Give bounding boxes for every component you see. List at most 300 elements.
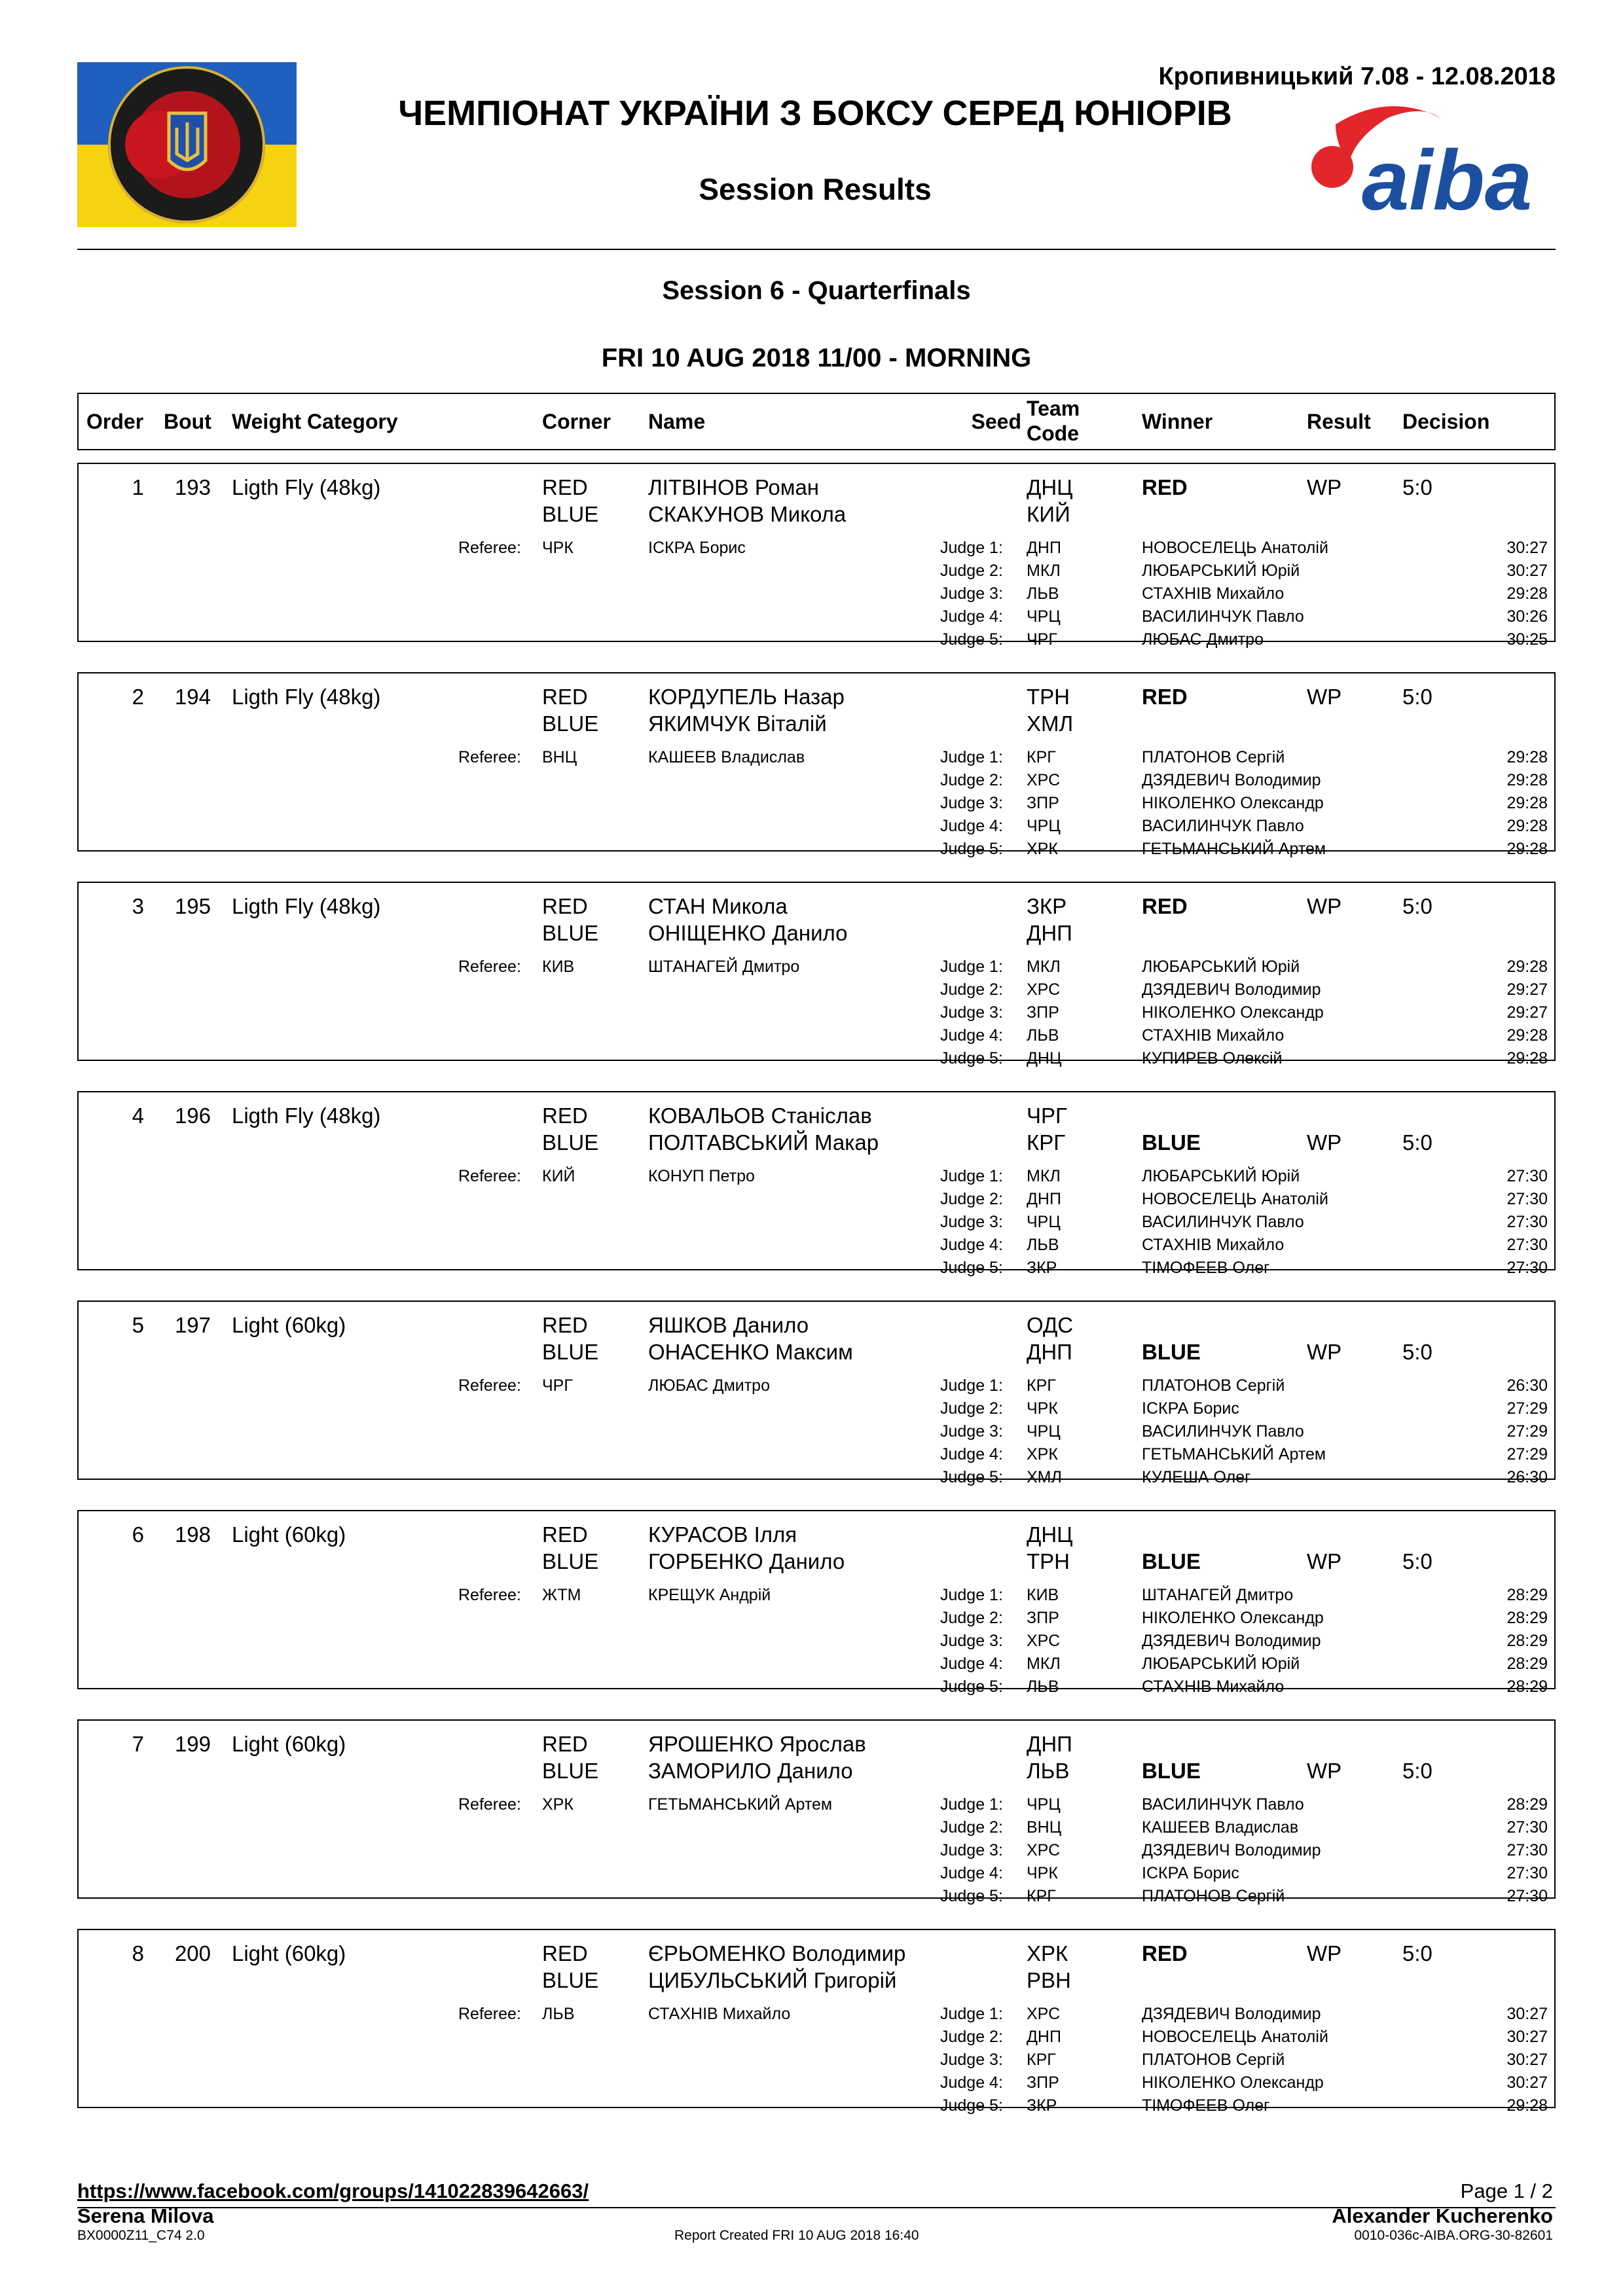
bout-order: 7 xyxy=(132,1732,144,1756)
judge-label: Judge 3: xyxy=(940,1632,1003,1650)
judge-label: Judge 5: xyxy=(940,630,1003,649)
judge-label: Judge 5: xyxy=(940,1677,1003,1696)
judge-label: Judge 4: xyxy=(940,1236,1003,1254)
col-decision: Decision xyxy=(1402,410,1490,433)
judge-score: 27:29 xyxy=(1506,1399,1548,1418)
bout-number: 193 xyxy=(174,475,211,499)
judge-team: ЛЬВ xyxy=(1027,1677,1059,1696)
header-divider xyxy=(77,249,1556,250)
judge-team: КРГ xyxy=(1027,1376,1056,1395)
corner-red: RED xyxy=(542,1522,588,1547)
judge-name: ДЗЯДЕВИЧ Володимир xyxy=(1142,1632,1321,1650)
judge-score: 30:27 xyxy=(1506,562,1548,580)
judge-team: ЗКР xyxy=(1027,2096,1057,2115)
red-boxer-name: ЯШКОВ Данило xyxy=(648,1313,809,1337)
result: WP xyxy=(1307,1340,1342,1364)
red-team-code: ТРН xyxy=(1027,685,1070,709)
bout-number: 198 xyxy=(174,1522,211,1547)
judge-name: ДЗЯДЕВИЧ Володимир xyxy=(1142,980,1321,999)
judge-name: НІКОЛЕНКО Олександр xyxy=(1142,2073,1324,2092)
referee-label: Referee: xyxy=(458,539,521,557)
page-title: ЧЕМПІОНАТ УКРАЇНИ З БОКСУ СЕРЕД ЮНІОРІВ xyxy=(398,94,1232,133)
col-order: Order xyxy=(86,410,144,433)
judge-score: 27:30 xyxy=(1506,1236,1548,1254)
corner-blue: BLUE xyxy=(542,1130,599,1155)
judge-team: ЧРГ xyxy=(1027,630,1057,649)
judge-team: КРГ xyxy=(1027,1887,1056,1905)
red-team-code: ДНЦ xyxy=(1027,1522,1073,1547)
judge-label: Judge 5: xyxy=(940,1468,1003,1486)
corner-blue: BLUE xyxy=(542,921,599,945)
col-winner: Winner xyxy=(1142,410,1213,433)
judge-team: ЧРЦ xyxy=(1027,817,1061,835)
judge-label: Judge 1: xyxy=(940,1376,1003,1395)
bout-block xyxy=(77,1091,1556,1277)
bout-order: 1 xyxy=(132,475,144,499)
referee-team: ЧРК xyxy=(542,539,574,557)
group-link[interactable]: https://www.facebook.com/groups/141022839642663/ xyxy=(77,2179,589,2202)
judge-team: ЗПР xyxy=(1027,2073,1059,2092)
judge-name: ІСКРА Борис xyxy=(1142,1864,1239,1882)
referee-name: КРЕЩУК Андрій xyxy=(648,1586,771,1604)
judge-name: ШТАНАГЕЙ Дмитро xyxy=(1142,1586,1294,1604)
result: WP xyxy=(1307,1130,1342,1155)
bout-order: 4 xyxy=(132,1103,144,1128)
judge-score: 27:30 xyxy=(1506,1864,1548,1882)
referee-name: КОНУП Петро xyxy=(648,1167,755,1185)
judge-score: 27:30 xyxy=(1506,1167,1548,1185)
referee-team: ЖТМ xyxy=(542,1586,581,1604)
referee-label: Referee: xyxy=(458,1586,521,1604)
judge-team: ХРС xyxy=(1027,980,1061,999)
session-title: Session 6 - Quarterfinals xyxy=(662,276,971,305)
judge-score: 30:27 xyxy=(1506,2073,1548,2092)
judge-team: ЧРК xyxy=(1027,1864,1058,1882)
judge-label: Judge 3: xyxy=(940,794,1003,812)
judge-score: 29:28 xyxy=(1506,840,1548,858)
bout-order: 3 xyxy=(132,894,144,918)
col-name: Name xyxy=(648,410,706,433)
judge-team: КРГ xyxy=(1027,2051,1056,2069)
referee-name: ІСКРА Борис xyxy=(648,539,746,557)
judge-score: 29:28 xyxy=(1506,1026,1548,1045)
judge-team: МКЛ xyxy=(1027,562,1061,580)
judge-score: 27:29 xyxy=(1506,1422,1548,1441)
winner: RED xyxy=(1142,1941,1188,1965)
judge-name: НІКОЛЕНКО Олександр xyxy=(1142,1609,1324,1627)
judge-team: ЗПР xyxy=(1027,1609,1059,1627)
judge-label: Judge 3: xyxy=(940,584,1003,603)
judge-name: ПЛАТОНОВ Сергій xyxy=(1142,748,1285,766)
judge-label: Judge 3: xyxy=(940,2051,1003,2069)
judge-score: 29:27 xyxy=(1506,1003,1548,1022)
table-header xyxy=(77,393,1556,450)
blue-team-code: ХМЛ xyxy=(1027,711,1074,736)
report-reference: 0010-036c-AIBA.ORG-30-82601 xyxy=(1354,2228,1553,2243)
judge-name: КАШЕЕВ Владислав xyxy=(1142,1818,1299,1837)
judge-label: Judge 2: xyxy=(940,1190,1003,1208)
judge-label: Judge 2: xyxy=(940,1609,1003,1627)
red-boxer-name: ЯРОШЕНКО Ярослав xyxy=(648,1732,866,1756)
judge-label: Judge 1: xyxy=(940,958,1003,976)
decision: 5:0 xyxy=(1402,1130,1432,1155)
judge-name: СТАХНІВ Михайло xyxy=(1142,1236,1285,1254)
judge-team: ЛЬВ xyxy=(1027,1236,1059,1254)
decision: 5:0 xyxy=(1402,1941,1432,1965)
bout-block xyxy=(77,1510,1556,1696)
referee-team: ВНЦ xyxy=(542,748,577,766)
judge-name: ЛЮБАРСЬКИЙ Юрій xyxy=(1142,562,1300,580)
judge-team: ХРС xyxy=(1027,2005,1061,2023)
judge-score: 30:26 xyxy=(1506,607,1548,626)
blue-team-code: ЛЬВ xyxy=(1027,1759,1070,1783)
judge-name: ЛЮБАРСЬКИЙ Юрій xyxy=(1142,1167,1300,1185)
location-dates: Кропивницький 7.08 - 12.08.2018 xyxy=(1158,63,1556,90)
weight-category: Ligth Fly (48kg) xyxy=(232,1103,381,1128)
weight-category: Ligth Fly (48kg) xyxy=(232,685,381,709)
judge-name: ДЗЯДЕВИЧ Володимир xyxy=(1142,771,1321,789)
judge-name: ВАСИЛИНЧУК Павло xyxy=(1142,1422,1304,1441)
corner-red: RED xyxy=(542,894,588,918)
judge-label: Judge 1: xyxy=(940,1167,1003,1185)
judge-label: Judge 2: xyxy=(940,771,1003,789)
corner-red: RED xyxy=(542,1103,588,1128)
page-number: Page 1 / 2 xyxy=(1460,2179,1553,2202)
referee-team: ХРК xyxy=(542,1795,574,1814)
judge-label: Judge 3: xyxy=(940,1003,1003,1022)
weight-category: Light (60kg) xyxy=(232,1941,346,1965)
judge-score: 29:28 xyxy=(1506,771,1548,789)
judge-name: ЛЮБАС Дмитро xyxy=(1142,630,1264,649)
judge-name: ВАСИЛИНЧУК Павло xyxy=(1142,1795,1304,1814)
judge-name: ТІМОФЕЕВ Олег xyxy=(1142,2096,1270,2115)
ukrainian-boxing-federation-logo xyxy=(77,62,297,227)
judge-name: ПЛАТОНОВ Сергій xyxy=(1142,2051,1285,2069)
judge-name: НОВОСЕЛЕЦЬ Анатолій xyxy=(1142,2028,1328,2046)
judge-team: ДНЦ xyxy=(1027,1049,1062,1067)
judge-name: КУЛЕША Олег xyxy=(1142,1468,1251,1486)
winner: RED xyxy=(1142,894,1188,918)
judge-name: НІКОЛЕНКО Олександр xyxy=(1142,794,1324,812)
referee-label: Referee: xyxy=(458,1167,521,1185)
judge-score: 30:27 xyxy=(1506,2028,1548,2046)
right-author: Alexander Kucherenko xyxy=(1332,2204,1553,2227)
page-subtitle: Session Results xyxy=(699,172,932,206)
judge-team: ВНЦ xyxy=(1027,1818,1062,1837)
report-code: BX0000Z11_C74 2.0 xyxy=(77,2228,205,2243)
blue-boxer-name: ПОЛТАВСЬКИЙ Макар xyxy=(648,1130,879,1155)
col-team-code-1: Team xyxy=(1027,397,1080,420)
winner: RED xyxy=(1142,685,1188,709)
judge-name: ВАСИЛИНЧУК Павло xyxy=(1142,1213,1304,1231)
judge-score: 27:30 xyxy=(1506,1818,1548,1837)
judge-label: Judge 5: xyxy=(940,1259,1003,1277)
aiba-logo xyxy=(1309,98,1532,216)
judge-label: Judge 2: xyxy=(940,980,1003,999)
weight-category: Light (60kg) xyxy=(232,1732,346,1756)
result: WP xyxy=(1307,1549,1342,1573)
referee-label: Referee: xyxy=(458,958,521,976)
judge-name: ТІМОФЕЕВ Олег xyxy=(1142,1259,1270,1277)
judge-label: Judge 4: xyxy=(940,1026,1003,1045)
judge-team: ЧРЦ xyxy=(1027,607,1061,626)
bout-block xyxy=(77,463,1556,649)
bout-number: 196 xyxy=(174,1103,211,1128)
referee-team: КИВ xyxy=(542,958,575,976)
judge-name: ВАСИЛИНЧУК Павло xyxy=(1142,817,1304,835)
report-created: Report Created FRI 10 AUG 2018 16:40 xyxy=(674,2228,919,2243)
referee-name: ГЕТЬМАНСЬКИЙ Артем xyxy=(648,1795,833,1814)
weight-category: Ligth Fly (48kg) xyxy=(232,894,381,918)
result: WP xyxy=(1307,1941,1342,1965)
blue-boxer-name: ОНІЩЕНКО Данило xyxy=(648,921,848,945)
judge-team: ЧРЦ xyxy=(1027,1795,1061,1814)
red-boxer-name: ЛІТВІНОВ Роман xyxy=(648,475,820,499)
judge-team: ЗКР xyxy=(1027,1259,1057,1277)
winner: RED xyxy=(1142,475,1188,499)
referee-team: ЛЬВ xyxy=(542,2005,575,2023)
judge-label: Judge 1: xyxy=(940,1795,1003,1814)
judge-team: ЛЬВ xyxy=(1027,584,1059,603)
col-seed: Seed xyxy=(971,410,1021,433)
referee-team: ЧРГ xyxy=(542,1376,573,1395)
bout-number: 199 xyxy=(174,1732,211,1756)
judge-label: Judge 3: xyxy=(940,1422,1003,1441)
judge-score: 27:30 xyxy=(1506,1259,1548,1277)
corner-blue: BLUE xyxy=(542,1759,599,1783)
bout-number: 197 xyxy=(174,1313,211,1337)
judge-label: Judge 1: xyxy=(940,2005,1003,2023)
blue-boxer-name: СКАКУНОВ Микола xyxy=(648,502,847,526)
winner: BLUE xyxy=(1142,1130,1201,1155)
judge-team: МКЛ xyxy=(1027,958,1061,976)
judge-label: Judge 4: xyxy=(940,1864,1003,1882)
red-boxer-name: ЄРЬОМЕНКО Володимир xyxy=(648,1941,906,1965)
judge-team: КИВ xyxy=(1027,1586,1059,1604)
judge-name: КУПИРЕВ Олексій xyxy=(1142,1049,1283,1067)
judge-label: Judge 4: xyxy=(940,1445,1003,1463)
referee-name: ЛЮБАС Дмитро xyxy=(648,1376,770,1395)
judge-score: 26:30 xyxy=(1506,1468,1548,1486)
corner-blue: BLUE xyxy=(542,1340,599,1364)
col-team-code-2: Code xyxy=(1027,422,1079,445)
judge-team: ХРС xyxy=(1027,1632,1061,1650)
red-team-code: ДНП xyxy=(1027,1732,1072,1756)
judge-team: МКЛ xyxy=(1027,1167,1061,1185)
judge-score: 28:29 xyxy=(1506,1609,1548,1627)
judge-team: МКЛ xyxy=(1027,1655,1061,1673)
bout-order: 8 xyxy=(132,1941,144,1965)
red-boxer-name: КОРДУПЕЛЬ Назар xyxy=(648,685,845,709)
judge-team: ЧРЦ xyxy=(1027,1422,1061,1441)
judge-label: Judge 1: xyxy=(940,748,1003,766)
left-author: Serena Milova xyxy=(77,2204,214,2227)
judge-score: 26:30 xyxy=(1506,1376,1548,1395)
judge-name: НІКОЛЕНКО Олександр xyxy=(1142,1003,1324,1022)
blue-team-code: РВН xyxy=(1027,1968,1071,1992)
corner-red: RED xyxy=(542,1732,588,1756)
bout-block xyxy=(77,1719,1556,1905)
judge-team: ХРК xyxy=(1027,1445,1058,1463)
blue-team-code: ТРН xyxy=(1027,1549,1070,1573)
blue-team-code: ДНП xyxy=(1027,921,1072,945)
judge-score: 30:27 xyxy=(1506,539,1548,557)
corner-red: RED xyxy=(542,1941,588,1965)
judge-score: 29:27 xyxy=(1506,980,1548,999)
judge-team: ДНП xyxy=(1027,1190,1061,1208)
judge-name: ДЗЯДЕВИЧ Володимир xyxy=(1142,1841,1321,1859)
judge-name: СТАХНІВ Михайло xyxy=(1142,1677,1285,1696)
col-corner: Corner xyxy=(542,410,611,433)
decision: 5:0 xyxy=(1402,1759,1432,1783)
result: WP xyxy=(1307,894,1342,918)
judge-name: НОВОСЕЛЕЦЬ Анатолій xyxy=(1142,539,1328,557)
judge-label: Judge 1: xyxy=(940,539,1003,557)
judge-name: ГЕТЬМАНСЬКИЙ Артем xyxy=(1142,840,1326,858)
judge-score: 27:30 xyxy=(1506,1887,1548,1905)
corner-blue: BLUE xyxy=(542,502,599,526)
red-team-code: ХРК xyxy=(1027,1941,1068,1965)
judge-label: Judge 2: xyxy=(940,1818,1003,1837)
blue-team-code: КРГ xyxy=(1027,1130,1066,1155)
blue-boxer-name: ЦИБУЛЬСЬКИЙ Григорій xyxy=(648,1968,897,1992)
judge-score: 28:29 xyxy=(1506,1677,1548,1696)
judge-label: Judge 5: xyxy=(940,1887,1003,1905)
blue-boxer-name: ОНАСЕНКО Максим xyxy=(648,1340,853,1364)
judge-team: ЗПР xyxy=(1027,1003,1059,1022)
judge-team: КРГ xyxy=(1027,748,1056,766)
red-boxer-name: СТАН Микола xyxy=(648,894,788,918)
judge-label: Judge 5: xyxy=(940,1049,1003,1067)
bout-order: 5 xyxy=(132,1313,144,1337)
judge-team: ДНП xyxy=(1027,539,1061,557)
bout-block xyxy=(77,1929,1556,2115)
result: WP xyxy=(1307,475,1342,499)
referee-label: Referee: xyxy=(458,748,521,766)
corner-blue: BLUE xyxy=(542,1968,599,1992)
blue-team-code: КИЙ xyxy=(1027,502,1070,526)
referee-name: ШТАНАГЕЙ Дмитро xyxy=(648,958,800,976)
judge-score: 29:28 xyxy=(1506,748,1548,766)
judge-label: Judge 4: xyxy=(940,2073,1003,2092)
judge-label: Judge 1: xyxy=(940,1586,1003,1604)
judge-name: ПЛАТОНОВ Сергій xyxy=(1142,1376,1285,1395)
judge-label: Judge 2: xyxy=(940,562,1003,580)
judge-score: 28:29 xyxy=(1506,1632,1548,1650)
judge-score: 29:28 xyxy=(1506,794,1548,812)
decision: 5:0 xyxy=(1402,894,1432,918)
referee-team: КИЙ xyxy=(542,1167,575,1185)
judge-score: 27:30 xyxy=(1506,1841,1548,1859)
blue-boxer-name: ЯКИМЧУК Віталій xyxy=(648,711,827,736)
judge-label: Judge 4: xyxy=(940,1655,1003,1673)
judge-label: Judge 3: xyxy=(940,1213,1003,1231)
judge-score: 28:29 xyxy=(1506,1795,1548,1814)
judge-score: 27:30 xyxy=(1506,1213,1548,1231)
bout-block xyxy=(77,1300,1556,1486)
bout-order: 6 xyxy=(132,1522,144,1547)
judge-score: 28:29 xyxy=(1506,1586,1548,1604)
judge-label: Judge 5: xyxy=(940,840,1003,858)
referee-label: Referee: xyxy=(458,1795,521,1814)
result: WP xyxy=(1307,685,1342,709)
judge-team: ХРК xyxy=(1027,840,1058,858)
weight-category: Ligth Fly (48kg) xyxy=(232,475,381,499)
blue-boxer-name: ГОРБЕНКО Данило xyxy=(648,1549,845,1573)
judge-team: ХРС xyxy=(1027,771,1061,789)
judge-team: ДНП xyxy=(1027,2028,1061,2046)
bout-number: 200 xyxy=(174,1941,211,1965)
referee-name: СТАХНІВ Михайло xyxy=(648,2005,791,2023)
corner-blue: BLUE xyxy=(542,711,599,736)
judge-team: ХРС xyxy=(1027,1841,1061,1859)
judge-score: 27:30 xyxy=(1506,1190,1548,1208)
corner-red: RED xyxy=(542,1313,588,1337)
judge-team: ЧРК xyxy=(1027,1399,1058,1418)
red-team-code: ЗКР xyxy=(1027,894,1067,918)
judge-score: 29:28 xyxy=(1506,584,1548,603)
decision: 5:0 xyxy=(1402,685,1432,709)
red-team-code: ОДС xyxy=(1027,1313,1074,1337)
judge-name: ГЕТЬМАНСЬКИЙ Артем xyxy=(1142,1445,1326,1463)
judge-name: СТАХНІВ Михайло xyxy=(1142,584,1285,603)
blue-boxer-name: ЗАМОРИЛО Данило xyxy=(648,1759,853,1783)
referee-label: Referee: xyxy=(458,2005,521,2023)
col-bout: Bout xyxy=(164,410,211,433)
judge-label: Judge 4: xyxy=(940,607,1003,626)
bout-number: 194 xyxy=(174,685,211,709)
judge-score: 29:28 xyxy=(1506,817,1548,835)
decision: 5:0 xyxy=(1402,1340,1432,1364)
result: WP xyxy=(1307,1759,1342,1783)
judge-label: Judge 5: xyxy=(940,2096,1003,2115)
session-date-time: FRI 10 AUG 2018 11/00 - MORNING xyxy=(601,344,1032,372)
weight-category: Light (60kg) xyxy=(232,1313,346,1337)
judge-name: НОВОСЕЛЕЦЬ Анатолій xyxy=(1142,1190,1328,1208)
judge-score: 29:28 xyxy=(1506,2096,1548,2115)
winner: BLUE xyxy=(1142,1340,1201,1364)
judge-name: ДЗЯДЕВИЧ Володимир xyxy=(1142,2005,1321,2023)
referee-label: Referee: xyxy=(458,1376,521,1395)
judge-label: Judge 2: xyxy=(940,2028,1003,2046)
corner-blue: BLUE xyxy=(542,1549,599,1573)
judge-score: 30:27 xyxy=(1506,2005,1548,2023)
judge-score: 29:28 xyxy=(1506,958,1548,976)
judge-team: ЗПР xyxy=(1027,794,1059,812)
svg-text:aiba: aiba xyxy=(1362,132,1532,216)
judge-label: Judge 2: xyxy=(940,1399,1003,1418)
judge-score: 27:29 xyxy=(1506,1445,1548,1463)
red-boxer-name: КУРАСОВ Ілля xyxy=(648,1522,797,1547)
bout-number: 195 xyxy=(174,894,211,918)
bout-block xyxy=(77,672,1556,858)
decision: 5:0 xyxy=(1402,1549,1432,1573)
judge-team: ЧРЦ xyxy=(1027,1213,1061,1231)
blue-team-code: ДНП xyxy=(1027,1340,1072,1364)
judge-score: 30:27 xyxy=(1506,2051,1548,2069)
judge-score: 28:29 xyxy=(1506,1655,1548,1673)
col-result: Result xyxy=(1307,410,1371,433)
bout-order: 2 xyxy=(132,685,144,709)
red-team-code: ЧРГ xyxy=(1027,1103,1067,1128)
winner: BLUE xyxy=(1142,1549,1201,1573)
judge-name: ЛЮБАРСЬКИЙ Юрій xyxy=(1142,958,1300,976)
col-weight: Weight Category xyxy=(232,410,398,433)
judge-score: 29:28 xyxy=(1506,1049,1548,1067)
red-team-code: ДНЦ xyxy=(1027,475,1073,499)
weight-category: Light (60kg) xyxy=(232,1522,346,1547)
judge-score: 30:25 xyxy=(1506,630,1548,649)
